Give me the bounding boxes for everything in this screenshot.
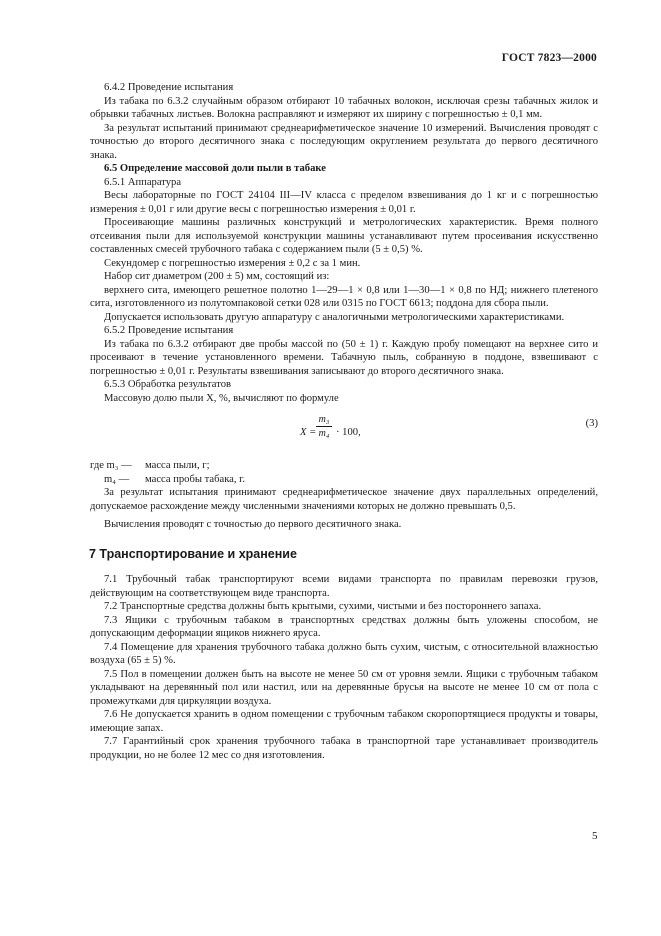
where-label: m₄ —	[104, 473, 130, 485]
where-line-1	[90, 459, 598, 473]
paragraph: 7.2 Транспортные средства должны быть крытыми, сухими, чистыми и без постороннего запаха.	[104, 601, 542, 612]
where-text: масса пробы табака, г.	[145, 473, 245, 485]
document-body	[90, 81, 598, 762]
paragraph: 7.5 Пол в помещении должен быть на высоте не менее 50 см от уровня земли. Ящики с трубочным табаком укладывают на деревянный пол или настил, или на деревянные брусья на высоте не менее 10 см от пола с промежутками для циркуляции воздуха.	[90, 668, 598, 707]
paragraph: 7.7 Гарантийный срок хранения трубочного табака в транспортной таре устанавливает производитель продукции, но не более 12 мес со дня изготовления.	[90, 736, 598, 761]
paragraph: Набор сит диаметром (200 ± 5) мм, состоящий из:	[104, 271, 330, 282]
paragraph: За результат испытаний принимают среднеарифметическое значение 10 измерений. Вычисления проводят с точностью до второго десятичного знака с последующим округлением результата до первого десятичного знака.	[90, 122, 598, 161]
standard-code-header: ГОСТ 7823—2000	[501, 52, 597, 64]
paragraph: Из табака по 6.3.2 отбирают две пробы массой по (50 ± 1) г. Каждую пробу помещают на верхнее сито и просеивают в течение установленного времени. Табачную пыль, собранную в поддоне, взвешивают с погрешностью ± 0,01 г. Результаты взвешивания записывают до второго десятичного знака.	[90, 338, 598, 377]
paragraph: 7.3 Ящики с трубочным табаком в транспортных средствах должны быть уложены способом, не допускающим деформации ящиков нижнего яруса.	[90, 614, 598, 639]
formula-rhs: · 100,	[336, 427, 361, 438]
paragraph: За результат испытания принимают среднеарифметическое значение двух параллельных определений, допускаемое расхождение между численными значениями которых не должно превышать 0,5.	[90, 487, 598, 512]
section-title-6-5: 6.5 Определение массовой доли пыли в табаке	[104, 163, 326, 174]
formula-denominator: m₄	[318, 428, 330, 439]
paragraph: Просеивающие машины различных конструкций и метрологических характеристик. Время полного отсеивания пыли для используемой конструкции машины устанавливают путем просеивания искусственно составленных смесей трубочного табака с содержанием пыли (5 ± 0,5) %.	[90, 217, 598, 255]
paragraph: 7.1 Трубочный табак транспортируют всеми видами транспорта по правилам перевозки грузов, действующим на соответствующем виде транспорта.	[90, 574, 598, 599]
section-title-6-5-3: 6.5.3 Обработка результатов	[104, 379, 231, 390]
paragraph: 7.4 Помещение для хранения трубочного табака должно быть сухим, чистым, с относительной влажностью воздуха (65 ± 5) %.	[90, 641, 598, 666]
paragraph: Вычисления проводят с точностью до первого десятичного знака.	[104, 519, 402, 530]
paragraph: 7.6 Не допускается хранить в одном помещении с трубочным табаком скоропортящиеся продукты и товары, имеющие запах.	[90, 709, 598, 734]
formula-fraction	[316, 413, 332, 440]
formula-lhs: X =	[300, 427, 317, 438]
formula-numerator: m₃	[316, 413, 332, 427]
paragraph: верхнего сита, имеющего решетное полотно 1—29—1 × 0,8 или 1—30—1 × 0,8 по НД; нижнего плетеного сита, изготовленного из полутомпаковой сетки 028 или 0315 по ГОСТ 6613; поддона для сбора пыли.	[90, 284, 598, 309]
paragraph: Допускается использовать другую аппаратуру с аналогичными метрологическими характеристиками.	[104, 311, 565, 323]
where-label: где m₃ —	[90, 460, 132, 471]
paragraph: Массовую долю пыли X, %, вычисляют по формуле	[104, 392, 339, 404]
page-number: 5	[592, 830, 598, 842]
section-title-6-5-2: 6.5.2 Проведение испытания	[104, 325, 234, 336]
section-title-6-4-2: 6.4.2 Проведение испытания	[104, 82, 234, 93]
formula-number: (3)	[585, 418, 598, 429]
formula-3	[90, 413, 598, 455]
where-text: масса пыли, г;	[145, 460, 210, 471]
paragraph: Весы лабораторные по ГОСТ 24104 III—IV класса с пределом взвешивания до 1 кг и с погрешностью измерения ± 0,01 г или другие весы с погрешностью измерения ± 0,01 г.	[90, 190, 598, 215]
paragraph: Из табака по 6.3.2 случайным образом отбирают 10 табачных волокон, исключая срезы табачных жилок и обрывки табачных листьев. Волокна расправляют и измеряют их ширину с погрешностью ± 0,1 мм.	[90, 95, 598, 120]
where-line-2	[90, 473, 598, 487]
section-title-6-5-1: 6.5.1 Аппаратура	[104, 176, 182, 188]
paragraph: Секундомер с погрешностью измерения ± 0,2 с за 1 мин.	[104, 257, 361, 269]
section-heading-7: 7 Транспортирование и хранение	[89, 546, 297, 561]
